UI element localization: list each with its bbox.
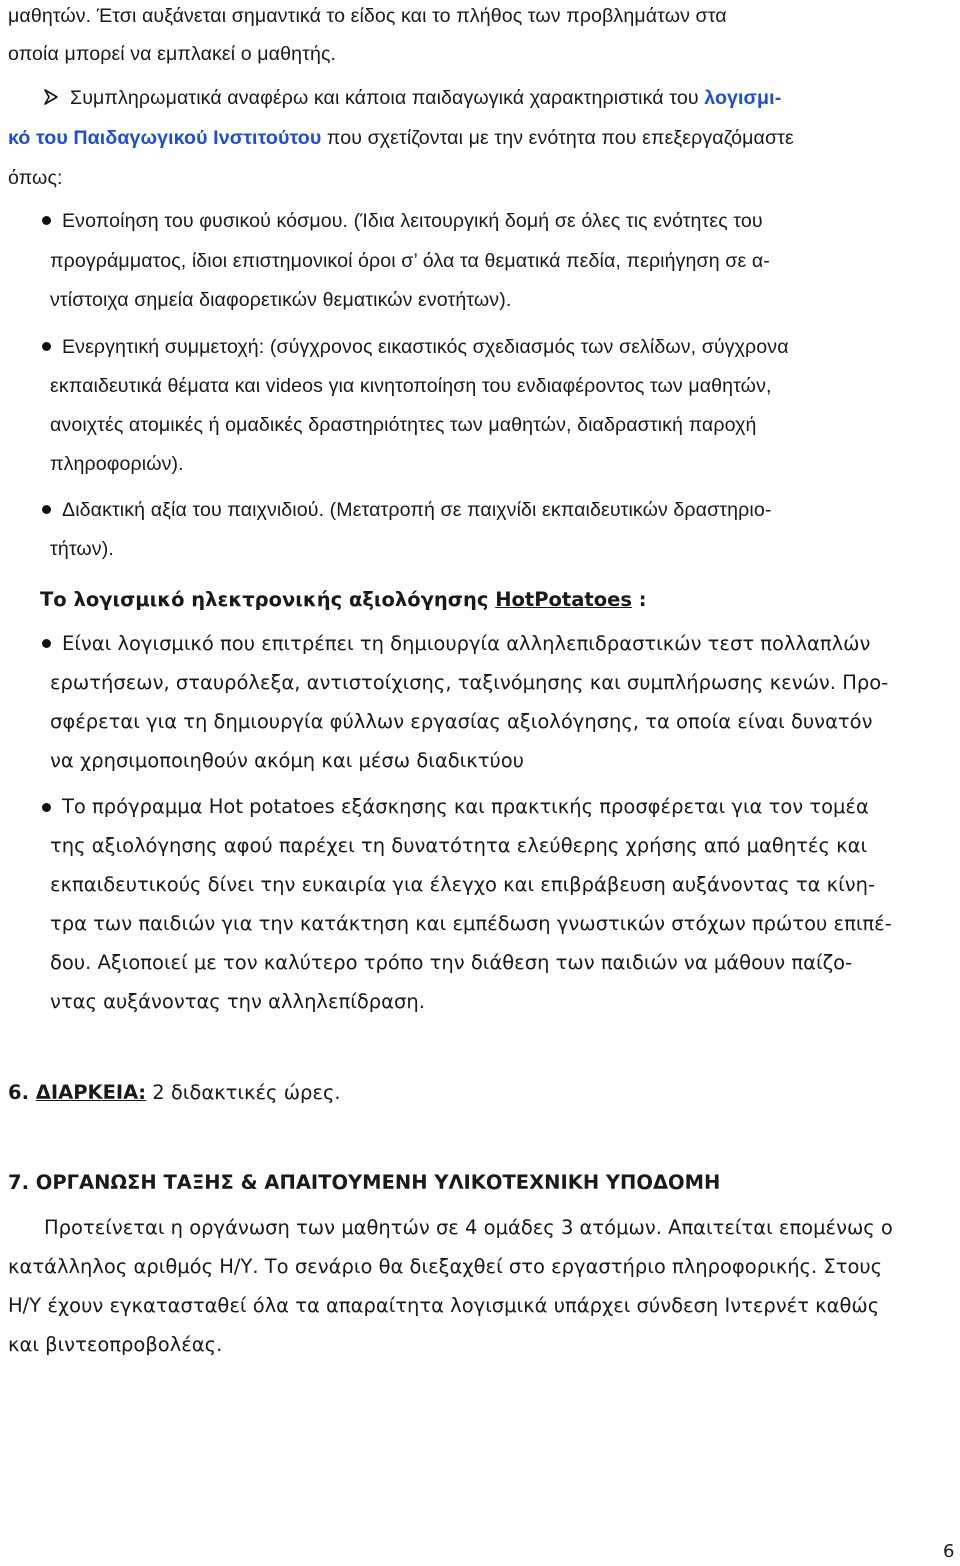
- list-item: πληροφοριών).: [50, 453, 184, 475]
- arrow-item-line-3: όπως:: [8, 167, 63, 189]
- arrow-bullet-icon: [42, 88, 60, 106]
- paragraph-line: κατάλληλος αριθμός Η/Υ. Το σενάριο θα διεξαχθεί στο εργαστήριο πληροφορικής. Στους: [8, 1255, 883, 1278]
- list-item: να χρησιμοποιηθούν ακόμη και μέσω διαδικτύου: [50, 749, 524, 772]
- bullet-icon: [42, 505, 51, 514]
- section-label: ΔΙΑΡΚΕΙΑ:: [35, 1081, 147, 1104]
- pi-software-link[interactable]: λογισμι-: [704, 87, 782, 109]
- heading-text: Το λογισμικό ηλεκτρονικής αξιολόγησης: [40, 588, 496, 611]
- hotpotatoes-heading: [40, 588, 647, 612]
- list-item: Ενοποίηση του φυσικού κόσμου. (Ίδια λειτουργική δομή σε όλες τις ενότητες του: [62, 210, 763, 232]
- heading-text: :: [631, 588, 647, 611]
- list-item: εκπαιδευτικά θέματα και videos για κινητοποίηση του ενδιαφέροντος των μαθητών,: [50, 375, 772, 397]
- list-item: Διδακτική αξία του παιχνιδιού. (Μετατροπή σε παιχνίδι εκπαιδευτικών δραστηριο-: [62, 499, 772, 521]
- arrow-item-text: που σχετίζονται με την ενότητα που επεξεργαζόμαστε: [321, 127, 794, 149]
- list-item: τρα των παιδιών για την κατάκτηση και εμπέδωση γνωστικών στόχων πρώτου επιπέ-: [50, 912, 892, 935]
- paragraph-line: μαθητών. Έτσι αυξάνεται σημαντικά το είδος και το πλήθος των προβλημάτων στα: [8, 5, 727, 27]
- bullet-icon: [42, 639, 51, 648]
- bullet-icon: [42, 803, 51, 812]
- list-item: της αξιολόγησης αφού παρέχει τη δυνατότητα ελεύθερης χρήσης από μαθητές και: [50, 834, 868, 857]
- paragraph-line: Η/Υ έχουν εγκατασταθεί όλα τα απαραίτητα λογισμικά υπάρχει σύνδεση Ιντερνέτ καθώς: [8, 1294, 880, 1317]
- list-item: ντίστοιχα σημεία διαφορετικών θεματικών ενοτήτων).: [50, 289, 512, 311]
- list-item: Το πρόγραμμα Hot potatoes εξάσκησης και πρακτικής προσφέρεται για τον τομέα: [62, 795, 869, 818]
- arrow-item-line-1: [70, 86, 781, 110]
- pi-software-link[interactable]: κό του Παιδαγωγικού Ινστιτούτου: [8, 127, 322, 149]
- hotpotatoes-link[interactable]: HotPotatoes: [495, 588, 632, 611]
- list-item: Ενεργητική συμμετοχή: (σύγχρονος εικαστικός σχεδιασμός των σελίδων, σύγχρονα: [62, 336, 789, 358]
- list-item: εκπαιδευτικούς δίνει την ευκαιρία για έλεγχο και επιβράβευση αυξάνοντας τα κίνη-: [50, 873, 876, 896]
- paragraph-line: Προτείνεται η οργάνωση των μαθητών σε 4 ομάδες 3 ατόμων. Απαιτείται επομένως ο: [44, 1216, 893, 1239]
- section-title: 7. ΟΡΓΑΝΩΣΗ ΤΑΞΗΣ & ΑΠΑΙΤΟΥΜΕΝΗ ΥΛΙΚΟΤΕΧΝΙΚΗ ΥΠΟΔΟΜΗ: [8, 1171, 721, 1194]
- list-item: τήτων).: [50, 538, 114, 560]
- section-number: 6.: [8, 1081, 36, 1104]
- bullet-icon: [42, 216, 51, 225]
- list-item: ερωτήσεων, σταυρόλεξα, αντιστοίχισης, ταξινόμησης και συμπλήρωσης κενών. Προ-: [50, 671, 889, 694]
- bullet-icon: [42, 342, 51, 351]
- section-value: 2 διδακτικές ώρες.: [146, 1081, 341, 1104]
- list-item: ντας αυξάνοντας την αλληλεπίδραση.: [50, 990, 425, 1013]
- paragraph-line: και βιντεοπροβολέας.: [8, 1333, 223, 1356]
- list-item: προγράμματος, ίδιοι επιστημονικοί όροι σ’ όλα τα θεματικά πεδία, περιήγηση σε α-: [50, 250, 770, 272]
- list-item: σφέρεται για τη δημιουργία φύλλων εργασίας αξιολόγησης, τα οποία είναι δυνατόν: [50, 710, 873, 733]
- section-duration: [8, 1081, 341, 1105]
- arrow-item-text: Συμπληρωματικά αναφέρω και κάποια παιδαγωγικά χαρακτηριστικά του: [70, 87, 705, 109]
- page-number: 6: [943, 1541, 955, 1562]
- list-item: ανοιχτές ατομικές ή ομαδικές δραστηριότητες των μαθητών, διαδραστική παροχή: [50, 414, 757, 436]
- list-item: δου. Αξιοποιεί με τον καλύτερο τρόπο την διάθεση των παιδιών να μάθουν παίζο-: [50, 951, 853, 974]
- list-item: Είναι λογισμικό που επιτρέπει τη δημιουργία αλληλεπιδραστικών τεστ πολλαπλών: [62, 632, 871, 655]
- paragraph-line: οποία μπορεί να εμπλακεί ο μαθητής.: [8, 43, 337, 65]
- arrow-item-line-2: [8, 126, 794, 150]
